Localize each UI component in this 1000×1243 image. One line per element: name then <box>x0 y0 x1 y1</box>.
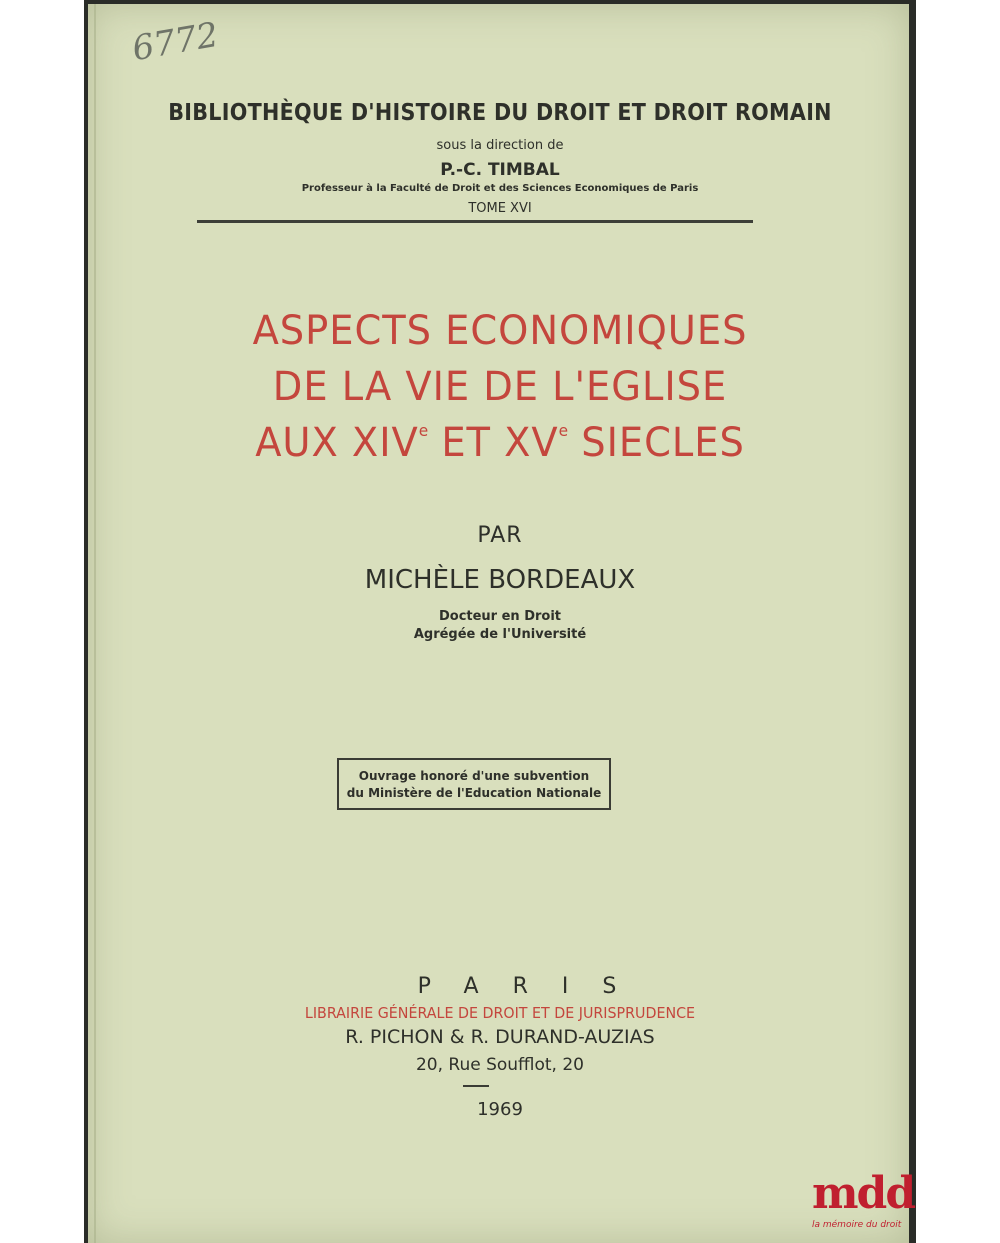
by-label: PAR <box>477 523 523 548</box>
subsidy-notice-line-2: du Ministère de l'Education Nationale <box>346 786 602 800</box>
mdd-watermark-logo <box>812 1168 915 1240</box>
director-title: Professeur à la Faculté de Droit et des Sciences Economiques de Paris <box>301 183 699 194</box>
author-degree-1: Docteur en Droit <box>438 609 562 624</box>
title-text-b: ET XV <box>428 420 559 466</box>
publication-year: 1969 <box>477 1099 523 1120</box>
imprint-address: 20, Rue Soufflot, 20 <box>415 1055 585 1075</box>
title-superscript-1: e <box>418 421 429 440</box>
header-rule <box>197 220 753 223</box>
handwritten-shelfmark: 6772 <box>129 14 222 70</box>
logo-mark: mdd <box>812 1168 915 1219</box>
title-superscript-2: e <box>558 421 569 440</box>
title-text-c: SIECLES <box>568 420 745 466</box>
direction-label: sous la direction de <box>436 138 564 153</box>
book-title-line-2: DE LA VIE DE L'EGLISE <box>272 364 728 410</box>
subsidy-notice-line-1: Ouvrage honoré d'une subvention <box>358 769 590 783</box>
imprint-publisher: LIBRAIRIE GÉNÉRALE DE DROIT ET DE JURISPRUDENCE <box>304 1004 696 1022</box>
author-degree-2: Agrégée de l'Université <box>413 627 587 642</box>
logo-tagline: la mémoire du droit <box>812 1220 902 1230</box>
tome-number: TOME XVI <box>468 201 532 216</box>
imprint-printers: R. PICHON & R. DURAND-AUZIAS <box>345 1026 655 1048</box>
author-name: MICHÈLE BORDEAUX <box>364 565 636 595</box>
subsidy-notice <box>337 758 611 810</box>
book-title-line-1: ASPECTS ECONOMIQUES <box>252 308 748 354</box>
imprint-dash <box>463 1085 489 1087</box>
title-text-a: AUX XIV <box>255 420 419 466</box>
imprint-city: PARIS <box>417 974 651 999</box>
series-director: P.-C. TIMBAL <box>440 160 560 180</box>
book-title-line-3 <box>20 420 980 466</box>
series-title: BIBLIOTHÈQUE D'HISTOIRE DU DROIT ET DROIT ROMAIN <box>168 100 832 126</box>
